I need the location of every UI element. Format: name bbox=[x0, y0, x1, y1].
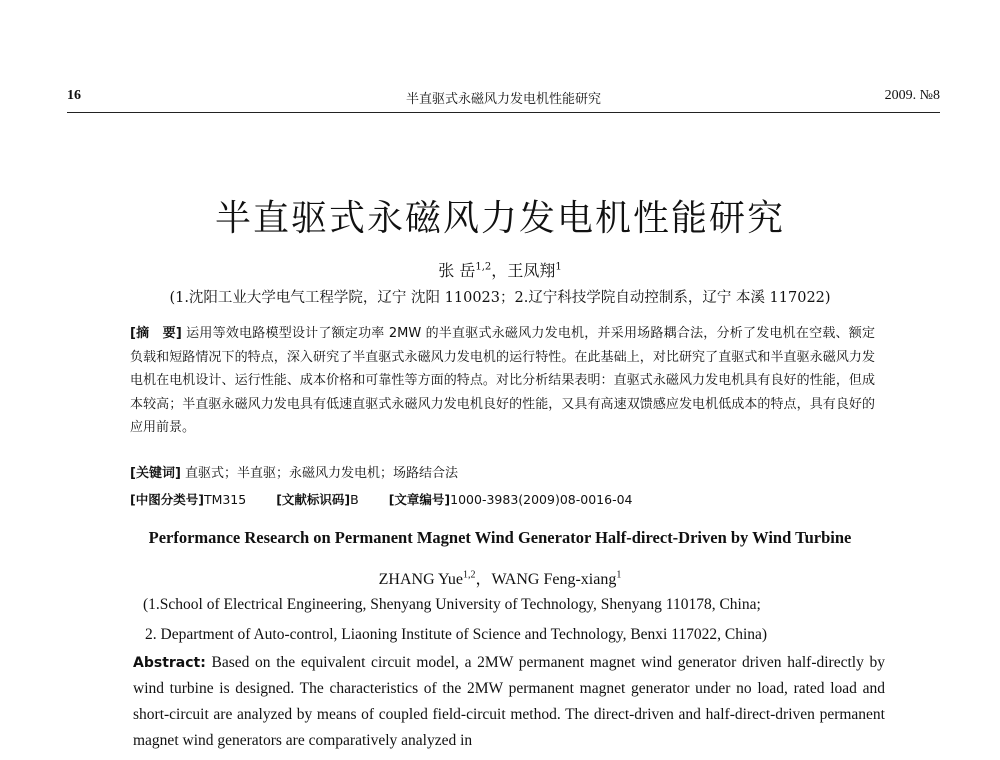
authors-en bbox=[0, 566, 1000, 589]
abstract-en-label: Abstract: bbox=[133, 655, 206, 671]
article-title-en: Performance Research on Permanent Magnet Wind Generator Half-direct-Driven by Wind Turbine bbox=[148, 528, 852, 547]
abstract-en bbox=[133, 650, 885, 754]
clc-value: TM315 bbox=[203, 492, 247, 507]
doc-code bbox=[276, 492, 359, 507]
authors-cn bbox=[0, 258, 1000, 281]
author-1-cn-affil: 1,2 bbox=[475, 261, 492, 273]
affiliation-en-1: (1.School of Electrical Engineering, Shenyang University of Technology, Shenyang 110178, China; bbox=[143, 596, 761, 613]
author-1-en-affil: 1,2 bbox=[462, 569, 476, 581]
author-2-cn-affil: 1 bbox=[555, 261, 562, 273]
running-header bbox=[67, 88, 940, 110]
header-rule bbox=[67, 112, 940, 113]
abstract-cn-label: [摘 要] bbox=[130, 326, 182, 341]
abstract-cn-text: 运用等效电路模型设计了额定功率 2MW 的半直驱式永磁风力发电机，并采用场路耦合法，分析了发电机在空载、额定负载和短路情况下的特点，深入研究了半直驱式永磁风力发电机的运行特性。在此基础上，对比研究了直驱式和半直驱永磁风力发电机在电机设计、运行性能、成本价格和可靠性等方面的特点。对比分析结果表明：直驱式永磁风力发电机具有良好的性能，但成本较高；半直驱永磁风力发电具有低速直驱式永磁风力发电机良好的性能，又具有高速双馈感应发电机低成本的特点，具有良好的应用前景。 bbox=[130, 326, 875, 435]
article-title-cn: 半直驱式永磁风力发电机性能研究 bbox=[214, 198, 785, 239]
clc-label: [中图分类号] bbox=[130, 492, 204, 507]
clc-code bbox=[130, 492, 246, 507]
abstract-cn bbox=[130, 322, 875, 440]
running-title: 半直驱式永磁风力发电机性能研究 bbox=[405, 92, 601, 107]
keywords-cn-text: 直驱式；半直驱；永磁风力发电机；场路结合法 bbox=[185, 466, 459, 481]
author-sep-cn: ， bbox=[491, 261, 508, 280]
page-number: 16 bbox=[67, 88, 81, 103]
art-value: 1000-3983(2009)08-0016-04 bbox=[450, 492, 633, 507]
author-2-en-affil: 1 bbox=[616, 569, 622, 581]
abstract-en-text: Based on the equivalent circuit model, a 2MW permanent magnet wind generator driven half-directly by wind turbine is designed. The characteristics of the 2MW permanent magnet generator under no load, rated load and short-circuit are analyzed by means of coupled field-circuit method. The direct-driven and half-direct-driven permanent magnet wind generators are comparatively analyzed in bbox=[133, 654, 885, 749]
affiliation-en-2: 2. Department of Auto-control, Liaoning Institute of Science and Technology, Benxi 117022, China) bbox=[145, 626, 768, 643]
author-sep-en: ， bbox=[475, 571, 492, 588]
keywords-cn bbox=[130, 462, 875, 481]
issue-number: 2009. №8 bbox=[884, 88, 940, 103]
keywords-cn-label: [关键词] bbox=[130, 466, 181, 481]
author-2-en: WANG Feng-xiang bbox=[491, 571, 617, 588]
author-1-en: ZHANG Yue bbox=[378, 571, 463, 588]
article-number bbox=[389, 492, 633, 507]
author-1-cn: 张 岳 bbox=[438, 261, 476, 280]
doc-label: [文献标识码] bbox=[276, 492, 351, 507]
affiliation-cn: (1.沈阳工业大学电气工程学院，辽宁 沈阳 110023；2.辽宁科技学院自动控制系，辽宁 本溪 117022) bbox=[169, 290, 831, 306]
art-label: [文章编号] bbox=[388, 492, 451, 507]
author-2-cn: 王凤翔 bbox=[507, 261, 556, 280]
classification-line bbox=[130, 490, 875, 508]
doc-value: B bbox=[350, 492, 359, 507]
